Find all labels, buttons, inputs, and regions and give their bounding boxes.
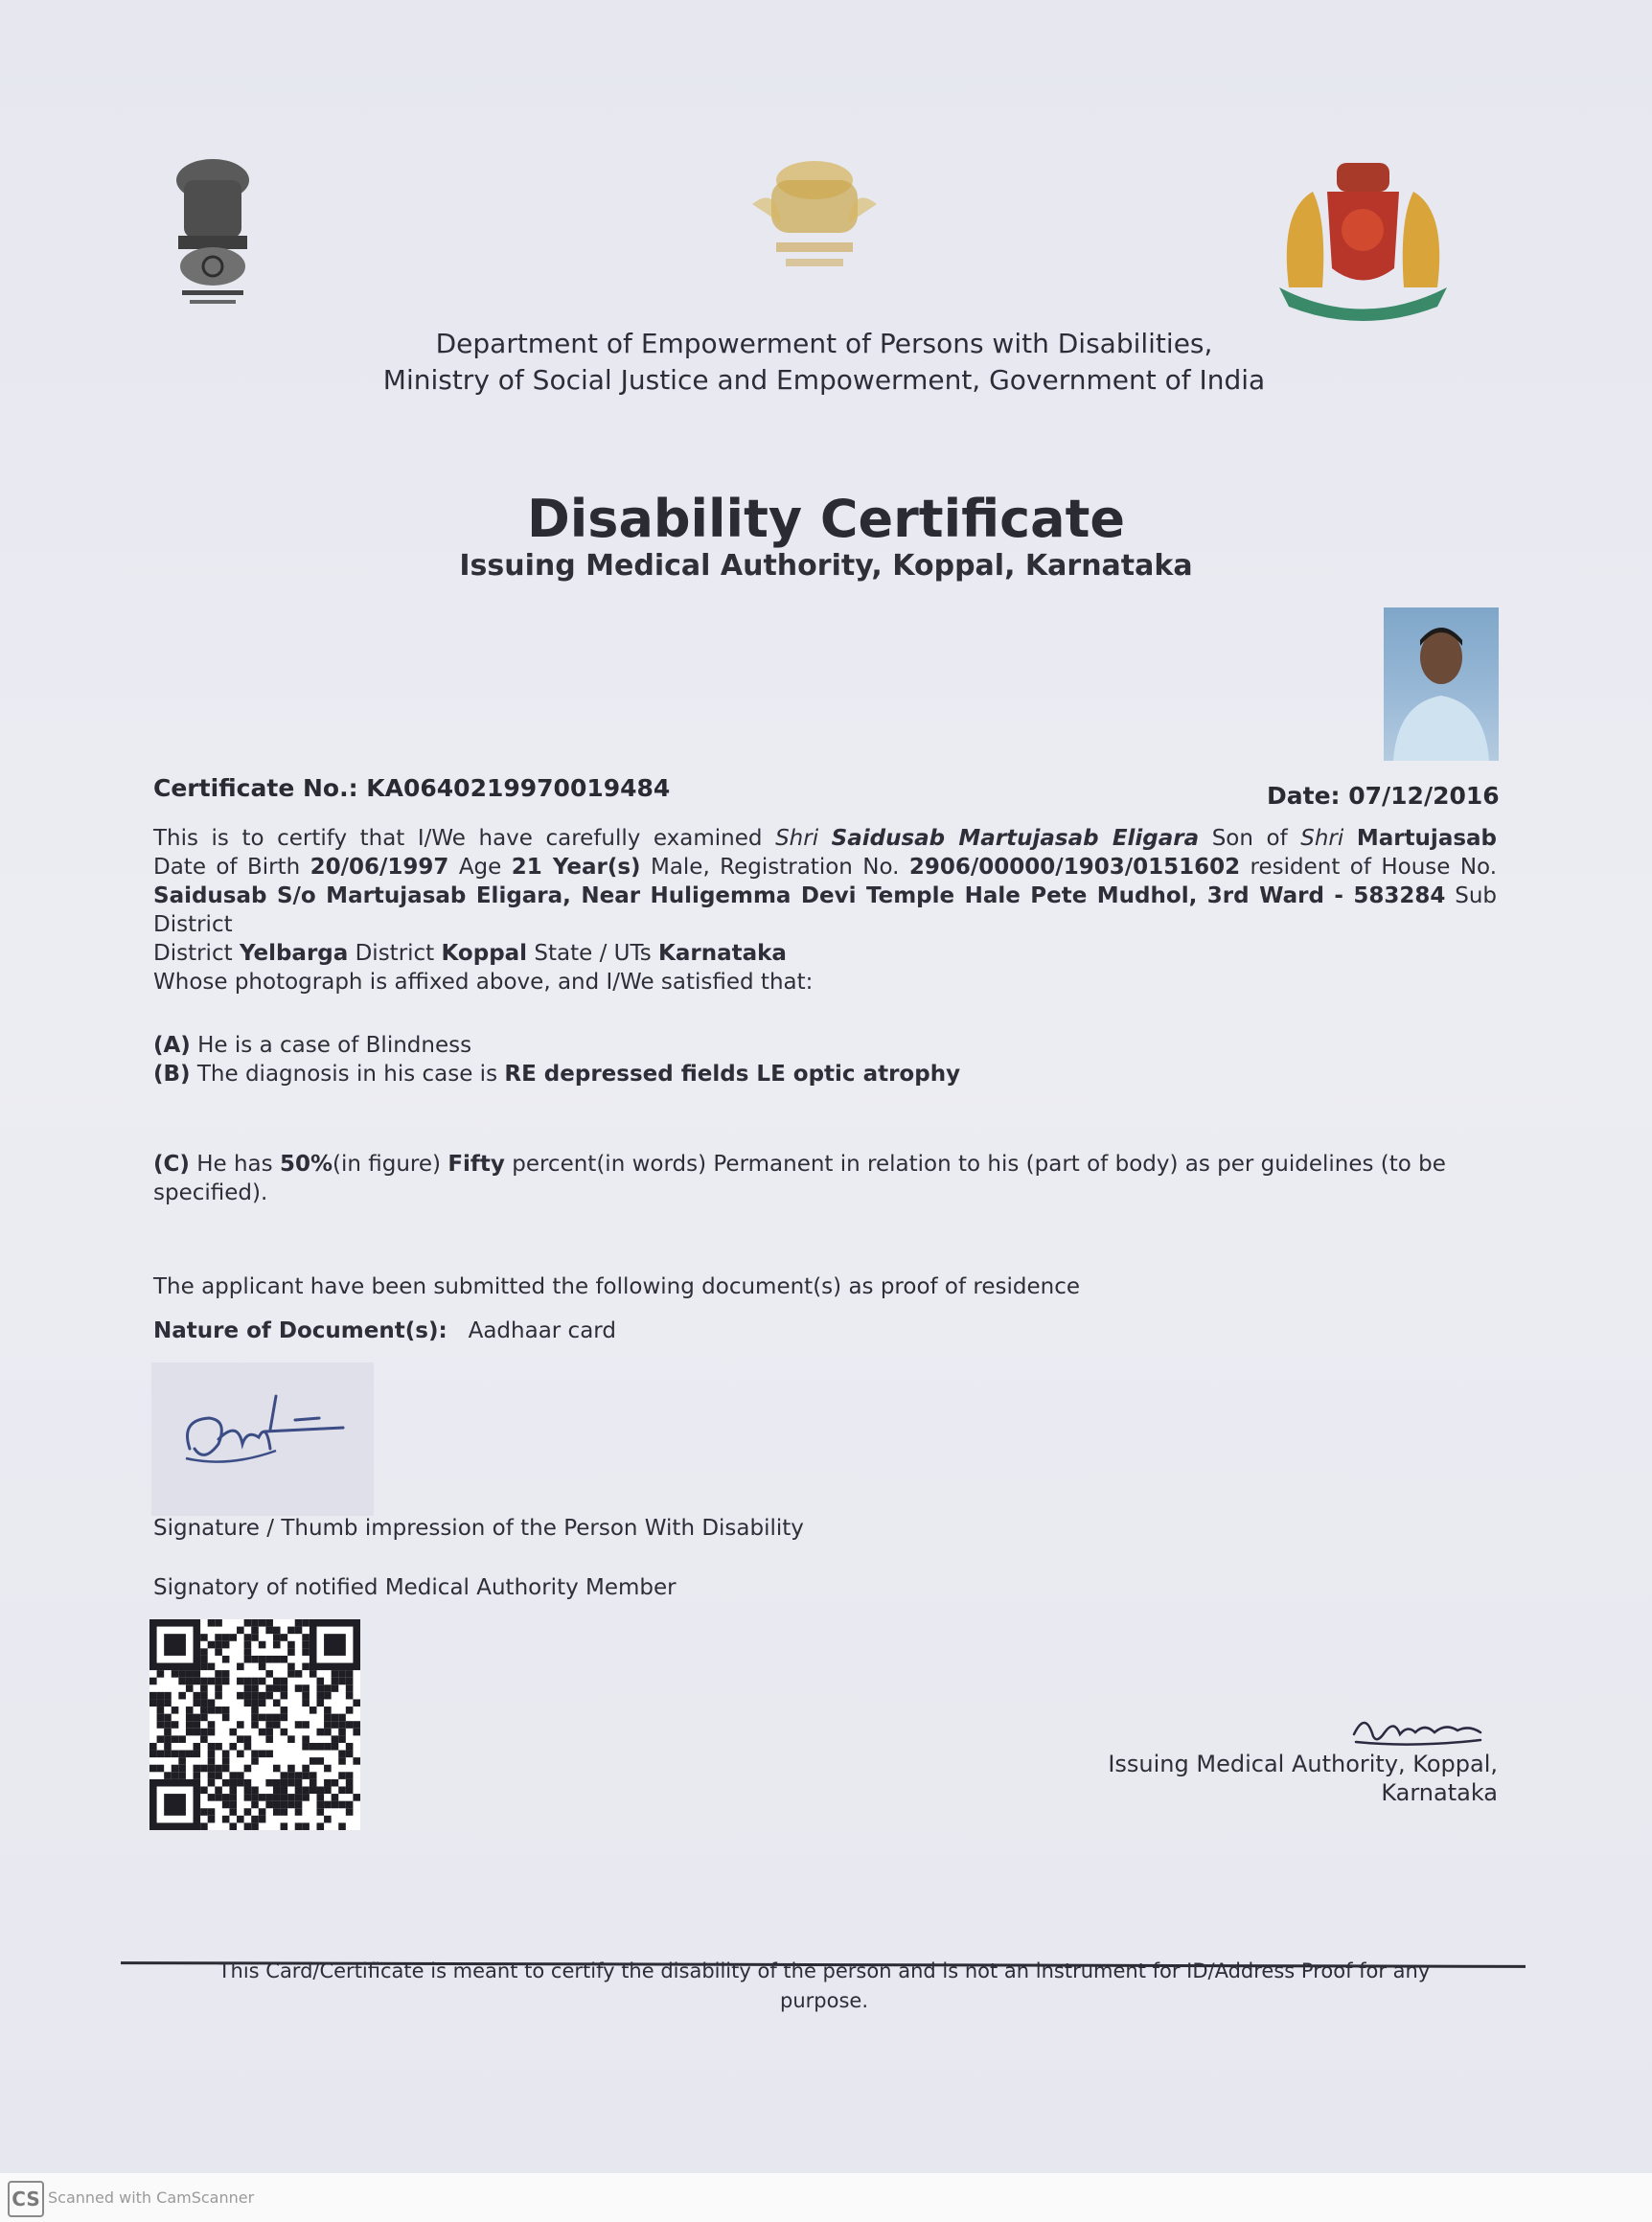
footer-note: This Card/Certificate is meant to certify the disability of the person and is not an instrument for ID/Address Proof for any purpose. [218, 1959, 1431, 2012]
department-line-1: Department of Empowerment of Persons with Disabilities, [435, 328, 1213, 359]
certification-paragraph: This is to certify that I/We have carefully examined Shri Saidusab Martujasab Eligara Son of Shri Martujasab Date of Birth 20/06/1997 Age 21 Year(s) Male, Registration No. 2906/00000/1903/0151602 resident of House No. Saidusab S/o Martujasab Eligara, Near Huligemma Devi Temple Hale Pete Mudhol, 3rd Ward - 583284 Sub District District Yelbarga District Koppal State / UTs Karnataka Whose photograph is affixed above, and I/We satisfied that: [153, 826, 1498, 995]
father-name: Martujasab [1356, 826, 1498, 851]
case-type: (A) He is a case of Blindness [153, 1033, 472, 1058]
qr-code [149, 1619, 360, 1830]
registration-number: 2906/00000/1903/0151602 [908, 855, 1241, 880]
district: Koppal [441, 941, 528, 966]
applicant-name: Saidusab Martujasab Eligara [831, 826, 1200, 851]
camscanner-label: Scanned with CamScanner [48, 2188, 255, 2207]
karnataka-emblem-icon [1270, 153, 1457, 326]
authority-signature [1346, 1706, 1490, 1753]
address: Saidusab S/o Martujasab Eligara, Near Huligemma Devi Temple Hale Pete Mudhol, 3rd Ward - 583284 [153, 883, 1446, 908]
department-line-2: Ministry of Social Justice and Empowerment, Government of India [382, 364, 1266, 396]
applicant-signature [151, 1363, 374, 1516]
certificate-number: Certificate No.: KA0640219970019484 [153, 774, 671, 802]
date-of-birth: 20/06/1997 [310, 855, 449, 880]
sub-district: Yelbarga [239, 941, 349, 966]
residence-proof-text: The applicant have been submitted the following document(s) as proof of residence [153, 1274, 1081, 1299]
camscanner-logo-icon: CS [8, 2181, 44, 2217]
issuing-authority: Issuing Medical Authority, Koppal, Karnataka [1108, 1751, 1498, 1806]
page-subtitle: Issuing Medical Authority, Koppal, Karnataka [459, 549, 1193, 583]
certificate-date: Date: 07/12/2016 [1267, 782, 1500, 810]
applicant-photo [1384, 607, 1499, 761]
diagnosis: (B) The diagnosis in his case is RE depressed fields LE optic atrophy [153, 1062, 961, 1087]
signatory-caption: Signatory of notified Medical Authority Member [153, 1575, 677, 1600]
age: 21 Year(s) [511, 855, 641, 880]
case-section [153, 1031, 1497, 1088]
state: Karnataka [658, 941, 787, 966]
disability-percentage: (C) He has 50%(in figure) Fifty percent(in words) Permanent in relation to his (part of body) as per guidelines (to be specified). [153, 1152, 1446, 1205]
state-emblem-faded-icon [743, 151, 886, 281]
scanner-bar [0, 2173, 1652, 2222]
document-nature: Nature of Document(s): Aadhaar card [153, 1318, 616, 1343]
signature-caption: Signature / Thumb impression of the Person With Disability [153, 1516, 804, 1541]
national-emblem-icon [165, 151, 261, 314]
page-title: Disability Certificate [526, 489, 1126, 549]
